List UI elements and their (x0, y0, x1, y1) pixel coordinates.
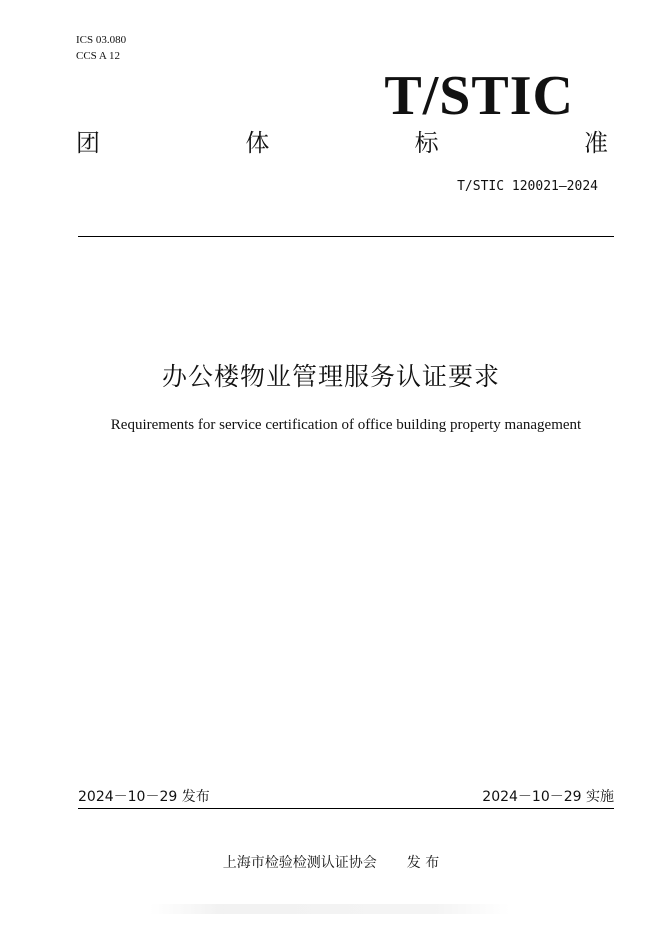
publisher-action: 发 布 (406, 855, 440, 871)
standard-type-char: 体 (245, 129, 270, 157)
publisher-line (0, 853, 662, 873)
footer-divider (78, 808, 614, 809)
ics-code: ICS 03.080 (76, 34, 127, 46)
publish-date: 2024－10－29 发布 (78, 789, 210, 805)
standard-type-char: 标 (414, 129, 439, 157)
ccs-code: CCS A 12 (76, 50, 121, 62)
classification-codes (76, 32, 126, 64)
standard-type-heading (76, 128, 608, 158)
document-title-zh: 办公楼物业管理服务认证要求 (161, 362, 500, 391)
document-title-en: Requirements for service certification of office building property management (110, 417, 582, 433)
header-divider (78, 236, 614, 237)
publisher-name: 上海市检验检测认证协会 (222, 855, 377, 871)
standard-number: T/STIC 120021—2024 (457, 179, 598, 194)
standard-type-char: 团 (76, 129, 100, 157)
standard-type-char: 准 (583, 129, 608, 157)
faint-watermark-strip (150, 904, 510, 914)
standard-logo: T/STIC (384, 65, 574, 127)
implement-date: 2024－10－29 实施 (482, 789, 614, 805)
